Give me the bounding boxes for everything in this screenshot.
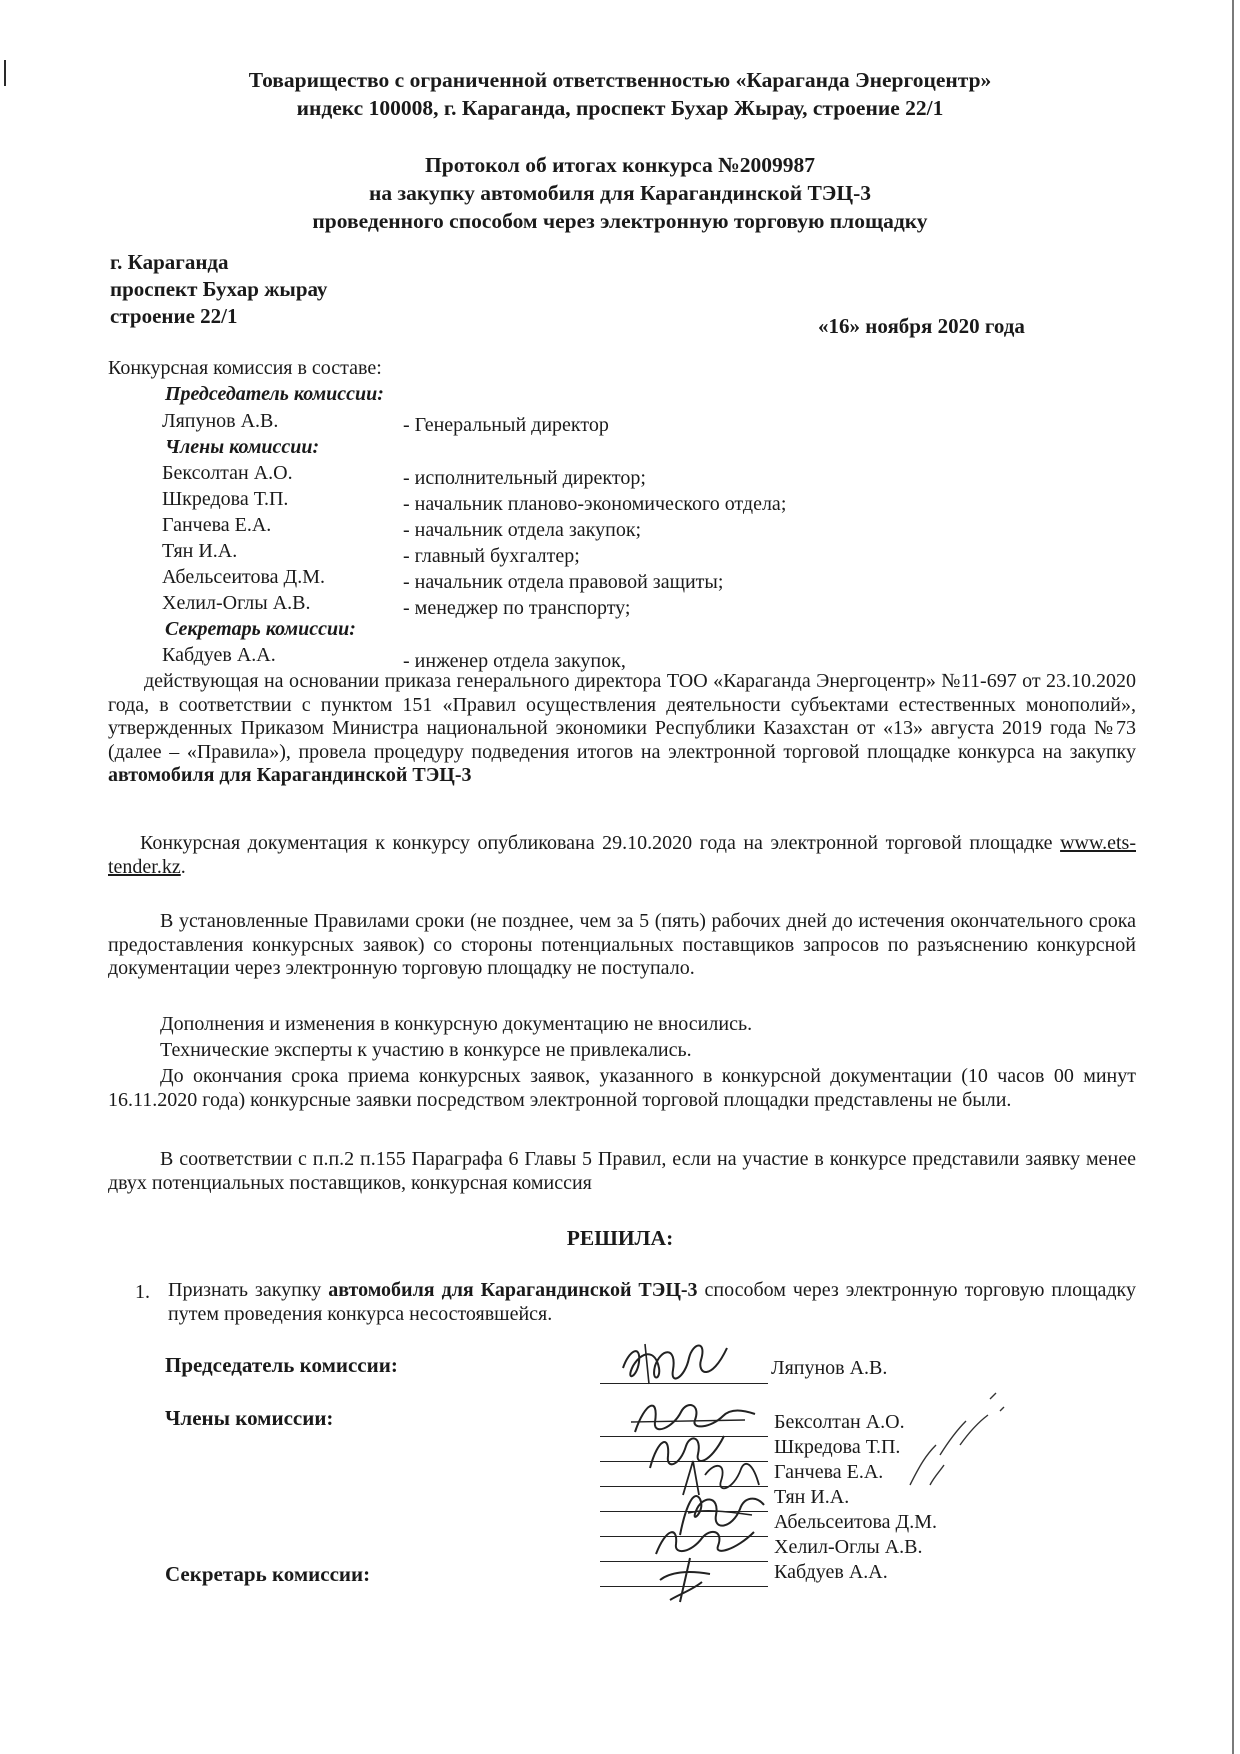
chair-name: Ляпунов А.В. bbox=[162, 410, 279, 432]
handwritten-signature-chair bbox=[615, 1338, 735, 1393]
paragraph-applications: До окончания срока приема конкурсных заявок, указанного в конкурсной документации (10 часов 00 минут 16.11.2020 года) конкурсные заявки посредством электронной торговой площадки представлены не были. bbox=[108, 1065, 1136, 1111]
secretary-role: - инженер отдела закупок, bbox=[403, 650, 626, 672]
members-heading: Члены комиссии: bbox=[165, 436, 320, 458]
member-role: - начальник отдела закупок; bbox=[403, 519, 642, 541]
chair-heading: Председатель комиссии: bbox=[165, 383, 384, 405]
purchase-subject: автомобиля для Карагандинской ТЭЦ-3 bbox=[108, 764, 472, 786]
paragraph-basis: действующая на основании приказа генерального директора ТОО «Караганда Энергоцентр» №11-697 от 23.10.2020 года, в соответствии с пунктом 151 «Правил осуществления деятельности субъектами естественных монополий», утвержденных Приказом Министра национальной экономики Республики Казахстан от «13» августа 2019 года №73 (далее – «Правила»), провела процедуру подведения итогов на электронной торговой площадке конкурса на закупку автомобиля для Карагандинской ТЭЦ-3 bbox=[108, 670, 1136, 786]
paragraph-legal-basis: В соответствии с п.п.2 п.155 Параграфа 6 Главы 5 Правил, если на участие в конкурсе представили заявку менее двух потенциальных поставщиков, конкурсная комиссия bbox=[108, 1148, 1136, 1194]
sig-secretary-label: Секретарь комиссии: bbox=[165, 1562, 371, 1586]
place-street: проспект Бухар жырау bbox=[110, 277, 328, 301]
member-name: Абельсеитова Д.М. bbox=[162, 566, 325, 588]
title-line-2: на закупку автомобиля для Карагандинской ТЭЦ-3 bbox=[368, 181, 872, 205]
member-name: Шкредова Т.П. bbox=[162, 488, 289, 510]
chair-role: - Генеральный директор bbox=[403, 414, 609, 436]
place-building: строение 22/1 bbox=[110, 304, 238, 328]
member-role: - главный бухгалтер; bbox=[403, 545, 580, 567]
sig-member-name: Тян И.А. bbox=[774, 1486, 850, 1508]
paragraph-clarifications: В установленные Правилами сроки (не позднее, чем за 5 (пять) рабочих дней до истечения окончательного срока предоставления конкурсных заявок) со стороны потенциальных поставщиков запросов по разъяснению конкурсной документации через электронную торговую площадку не поступало. bbox=[108, 910, 1136, 979]
sig-member-name: Бексолтан А.О. bbox=[774, 1411, 905, 1433]
member-name: Бексолтан А.О. bbox=[162, 462, 293, 484]
member-name: Ганчева Е.А. bbox=[162, 514, 272, 536]
paragraph-experts: Технические эксперты к участию в конкурсе не привлекались. bbox=[160, 1039, 692, 1061]
handwritten-signature-secretary bbox=[640, 1550, 720, 1605]
sig-member-name: Ганчева Е.А. bbox=[774, 1461, 884, 1483]
member-role: - начальник отдела правовой защиты; bbox=[403, 571, 724, 593]
handwritten-initials-margin bbox=[900, 1385, 1010, 1495]
sig-secretary-name: Кабдуев А.А. bbox=[774, 1561, 888, 1583]
scan-edge-right bbox=[1232, 0, 1234, 1754]
ets-tender-link[interactable]: www.ets-tender.kz bbox=[108, 832, 1136, 878]
org-line: Товарищество с ограниченной ответственностью «Караганда Энергоцентр» bbox=[248, 68, 992, 92]
member-name: Тян И.А. bbox=[162, 540, 238, 562]
commission-intro: Конкурсная комиссия в составе: bbox=[108, 357, 382, 379]
decision-heading: РЕШИЛА: bbox=[566, 1226, 674, 1250]
sig-member-name: Хелил-Оглы А.В. bbox=[774, 1536, 923, 1558]
decision-item-text: Признать закупку автомобиля для Карагандинской ТЭЦ-3 способом через электронную торговую площадку путем проведения конкурса несостоявшейся. bbox=[168, 1279, 1136, 1325]
sig-members-label: Члены комиссии: bbox=[165, 1406, 334, 1430]
sig-member-name: Абельсеитова Д.М. bbox=[774, 1511, 937, 1533]
decision-item-number: 1. bbox=[135, 1281, 150, 1303]
title-line-1: Протокол об итогах конкурса №2009987 bbox=[425, 153, 815, 177]
paragraph-amendments: Дополнения и изменения в конкурсную документацию не вносились. bbox=[160, 1013, 753, 1035]
title-line-3: проведенного способом через электронную торговую площадку bbox=[312, 209, 928, 233]
protocol-date: «16» ноября 2020 года bbox=[818, 314, 1025, 338]
sig-chair-label: Председатель комиссии: bbox=[165, 1353, 398, 1377]
place-city: г. Караганда bbox=[110, 250, 229, 274]
member-role: - исполнительный директор; bbox=[403, 467, 646, 489]
secretary-name: Кабдуев А.А. bbox=[162, 644, 276, 666]
address-line: индекс 100008, г. Караганда, проспект Бухар Жырау, строение 22/1 bbox=[296, 96, 944, 120]
member-role: - начальник планово-экономического отдела; bbox=[403, 493, 787, 515]
sig-member-name: Шкредова Т.П. bbox=[774, 1436, 901, 1458]
secretary-heading: Секретарь комиссии: bbox=[165, 618, 356, 640]
member-role: - менеджер по транспорту; bbox=[403, 597, 631, 619]
paragraph-publication: Конкурсная документация к конкурсу опубликована 29.10.2020 года на электронной торговой площадке www.ets-tender.kz. bbox=[108, 832, 1136, 878]
sig-chair-name: Ляпунов А.В. bbox=[771, 1357, 888, 1379]
member-name: Хелил-Оглы А.В. bbox=[162, 592, 311, 614]
